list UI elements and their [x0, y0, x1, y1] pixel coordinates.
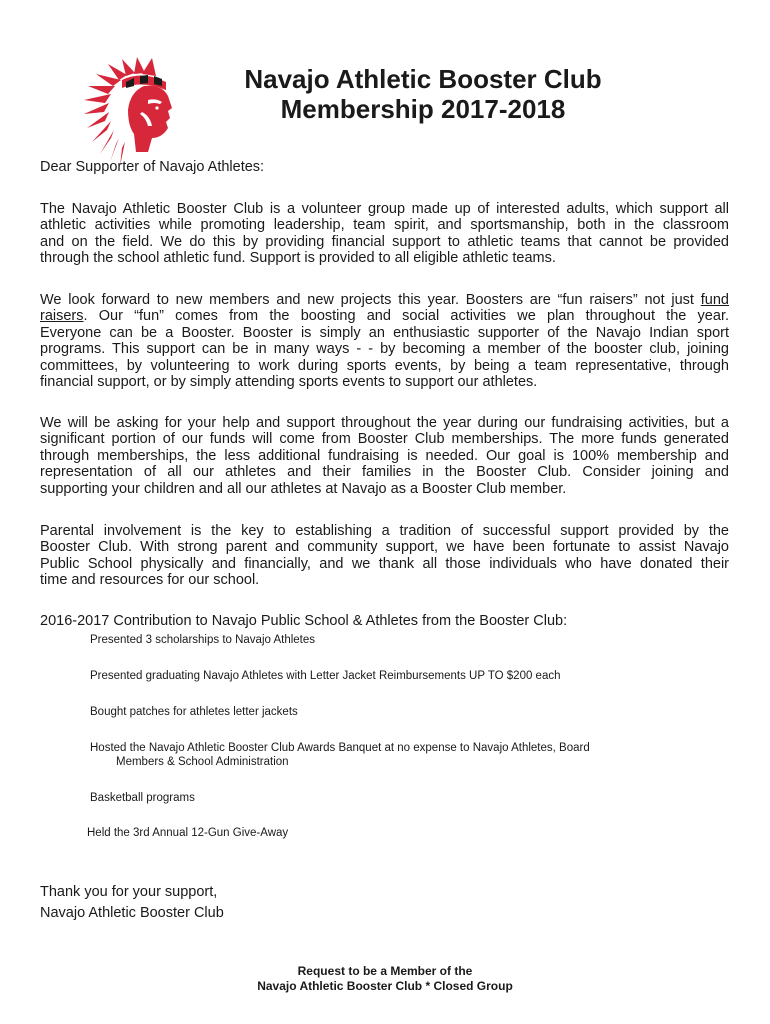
paragraph-line: representation of all our athletes and their families in the Booster Club. Consider joining and	[40, 464, 729, 481]
paragraph-text: . Our “fun” comes from the boosting and social activities we plan throughout the year.	[83, 308, 729, 325]
fund-underlined-text: fund	[700, 292, 729, 308]
headdress-logo-icon	[82, 56, 190, 168]
footer-line-2: Navajo Athletic Booster Club * Closed Group	[257, 979, 513, 993]
paragraph-line: We will be asking for your help and support throughout the year during our fundraising activities, but a	[40, 415, 729, 431]
list-item: Bought patches for athletes letter jackets	[90, 706, 298, 718]
footer-line-1: Request to be a Member of the	[297, 964, 473, 978]
title-line-2: Membership 2017-2018	[280, 94, 566, 124]
paragraph-line	[40, 308, 729, 324]
paragraph-line: significant portion of our funds will come from Booster Club memberships. The more funds generated	[40, 431, 729, 448]
list-item-continuation: Members & School Administration	[116, 756, 289, 768]
list-item: Held the 3rd Annual 12-Gun Give-Away	[87, 827, 289, 839]
signature-line: Navajo Athletic Booster Club	[40, 905, 224, 921]
paragraph-fundraising	[40, 415, 729, 497]
paragraph-line	[40, 292, 729, 308]
list-item: Basketball programs	[90, 792, 195, 804]
title-line-1: Navajo Athletic Booster Club	[244, 64, 602, 94]
paragraph-intro	[40, 201, 729, 267]
paragraph-new-members	[40, 292, 729, 390]
paragraph-line: programs. This support can be in many ways - - by becoming a member of the booster club, joining	[40, 341, 729, 358]
page-title	[196, 64, 650, 124]
paragraph-line: through the school athletic fund. Support is provided to all eligible athletic teams.	[40, 250, 556, 267]
closing-line: Thank you for your support,	[40, 884, 218, 900]
paragraph-line: athletic activities while promoting leadership, team spirit, and sportsmanship, both in the classroom	[40, 217, 729, 234]
paragraph-line: Parental involvement is the key to establishing a tradition of successful support provided by the	[40, 523, 729, 539]
paragraph-line: committees, by volunteering to work during sports events, by being a team representative, through	[40, 357, 729, 374]
list-item	[90, 741, 590, 769]
list-item: Presented graduating Navajo Athletes with Letter Jacket Reimbursements UP TO $200 each	[90, 670, 561, 682]
paragraph-line: The Navajo Athletic Booster Club is a volunteer group made up of interested adults, which support all	[40, 201, 729, 217]
contributions-heading: 2016-2017 Contribution to Navajo Public School & Athletes from the Booster Club:	[40, 613, 568, 629]
membership-request-heading	[0, 964, 770, 994]
paragraph-line: Everyone can be a Booster. Booster is simply an enthusiastic supporter of the Navajo Indian sport	[40, 324, 729, 341]
paragraph-line: time and resources for our school.	[40, 572, 260, 589]
paragraph-line: Booster Club. With strong parent and community support, we have been fortunate to assist Navajo	[40, 539, 729, 556]
paragraph-line: through memberships, the less additional fundraising is needed. Our goal is 100% membership and	[40, 447, 729, 464]
raisers-underlined-text: raisers	[40, 308, 84, 325]
paragraph-text: We look forward to new members and new projects this year. Boosters are “fun raisers” not just	[40, 292, 701, 308]
salutation: Dear Supporter of Navajo Athletes:	[40, 159, 265, 175]
paragraph-parental	[40, 523, 729, 589]
paragraph-line: Public School physically and financially, and we thank all those individuals who have donated their	[40, 555, 729, 572]
paragraph-line: financial support, or by simply attending sports events to support our athletes.	[40, 374, 538, 391]
paragraph-line: supporting your children and all our athletes at Navajo as a Booster Club member.	[40, 480, 567, 497]
list-item: Presented 3 scholarships to Navajo Athletes	[90, 634, 316, 646]
list-item-text: Hosted the Navajo Athletic Booster Club Awards Banquet at no expense to Navajo Athletes, Board	[90, 742, 590, 754]
paragraph-line: and on the field. We do this by providing financial support to athletic teams that cannot be provided	[40, 233, 729, 250]
